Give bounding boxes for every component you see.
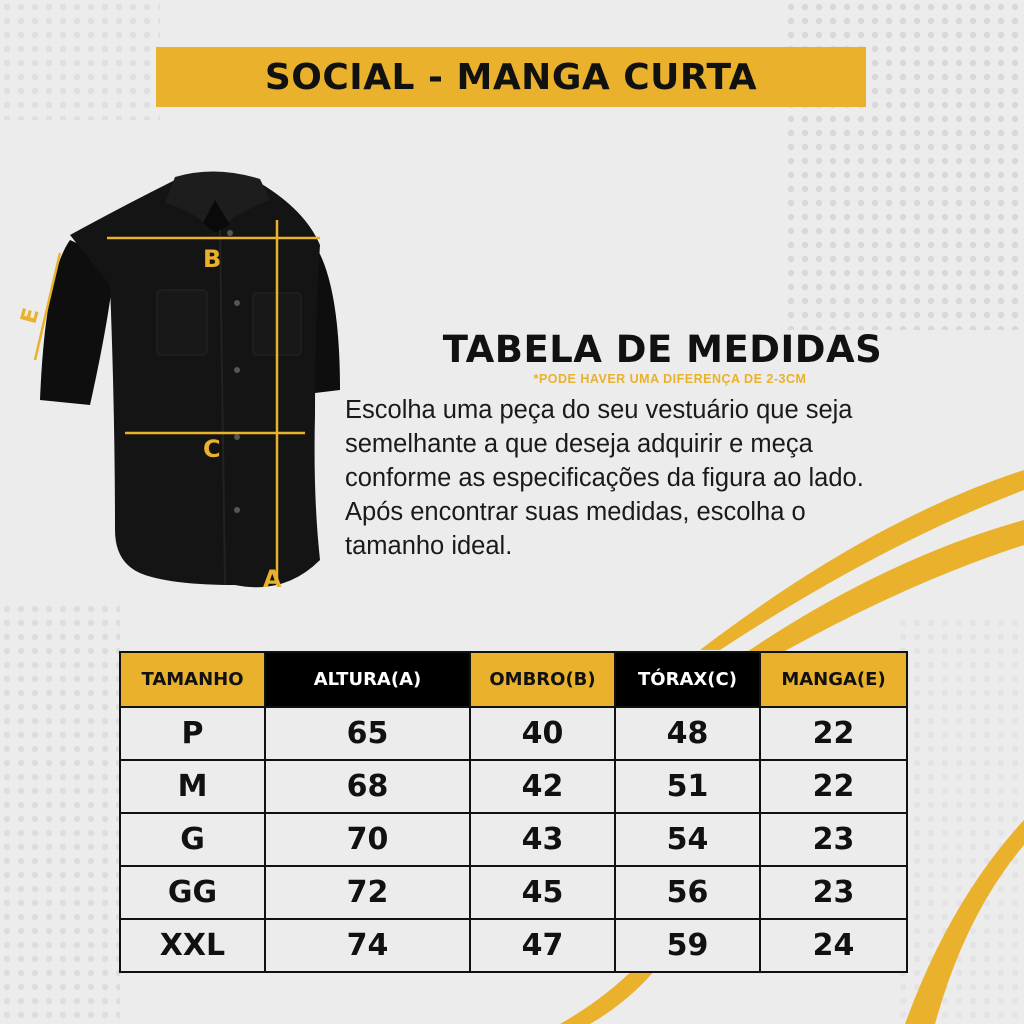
cell-ombro: 40	[470, 707, 615, 760]
instructions-line: Escolha uma peça do seu vestuário que seja	[345, 396, 853, 424]
header-manga: MANGA(E)	[760, 652, 907, 707]
cell-torax: 54	[615, 813, 760, 866]
size-table	[119, 651, 908, 973]
table-header-row	[120, 652, 907, 707]
shirt-illustration	[15, 165, 345, 595]
instructions-line: semelhante a que deseja adquirir e meça	[345, 430, 813, 458]
header-tamanho: TAMANHO	[120, 652, 265, 707]
label-e: E	[16, 305, 45, 327]
header-torax: TÓRAX(C)	[615, 652, 760, 707]
cell-ombro: 47	[470, 919, 615, 972]
table-row	[120, 919, 907, 972]
table-row	[120, 760, 907, 813]
cell-manga: 22	[760, 760, 907, 813]
label-a: A	[263, 565, 282, 593]
cell-size: XXL	[120, 919, 265, 972]
instructions-line: Após encontrar suas medidas, escolha o	[345, 498, 806, 526]
difference-note: *PODE HAVER UMA DIFERENÇA DE 2-3CM	[533, 372, 807, 386]
instructions-line: conforme as especificações da figura ao lado.	[345, 464, 864, 492]
cell-size: M	[120, 760, 265, 813]
label-b: B	[203, 245, 222, 273]
instructions-line: tamanho ideal.	[345, 532, 513, 560]
cell-ombro: 42	[470, 760, 615, 813]
header-ombro: OMBRO(B)	[470, 652, 615, 707]
cell-size: GG	[120, 866, 265, 919]
cell-altura: 74	[265, 919, 470, 972]
cell-torax: 48	[615, 707, 760, 760]
cell-ombro: 43	[470, 813, 615, 866]
header-altura: ALTURA(A)	[265, 652, 470, 707]
cell-altura: 68	[265, 760, 470, 813]
cell-altura: 72	[265, 866, 470, 919]
cell-torax: 59	[615, 919, 760, 972]
page-title: SOCIAL - MANGA CURTA	[156, 47, 866, 107]
cell-altura: 70	[265, 813, 470, 866]
cell-manga: 22	[760, 707, 907, 760]
cell-size: G	[120, 813, 265, 866]
shirt-body	[40, 171, 340, 587]
cell-manga: 24	[760, 919, 907, 972]
cell-altura: 65	[265, 707, 470, 760]
table-title: TABELA DE MEDIDAS	[442, 328, 883, 371]
cell-torax: 51	[615, 760, 760, 813]
instructions-text	[345, 393, 1005, 563]
table-row	[120, 707, 907, 760]
cell-ombro: 45	[470, 866, 615, 919]
table-row	[120, 866, 907, 919]
table-row	[120, 813, 907, 866]
cell-size: P	[120, 707, 265, 760]
cell-manga: 23	[760, 866, 907, 919]
cell-torax: 56	[615, 866, 760, 919]
cell-manga: 23	[760, 813, 907, 866]
label-c: C	[203, 435, 221, 463]
